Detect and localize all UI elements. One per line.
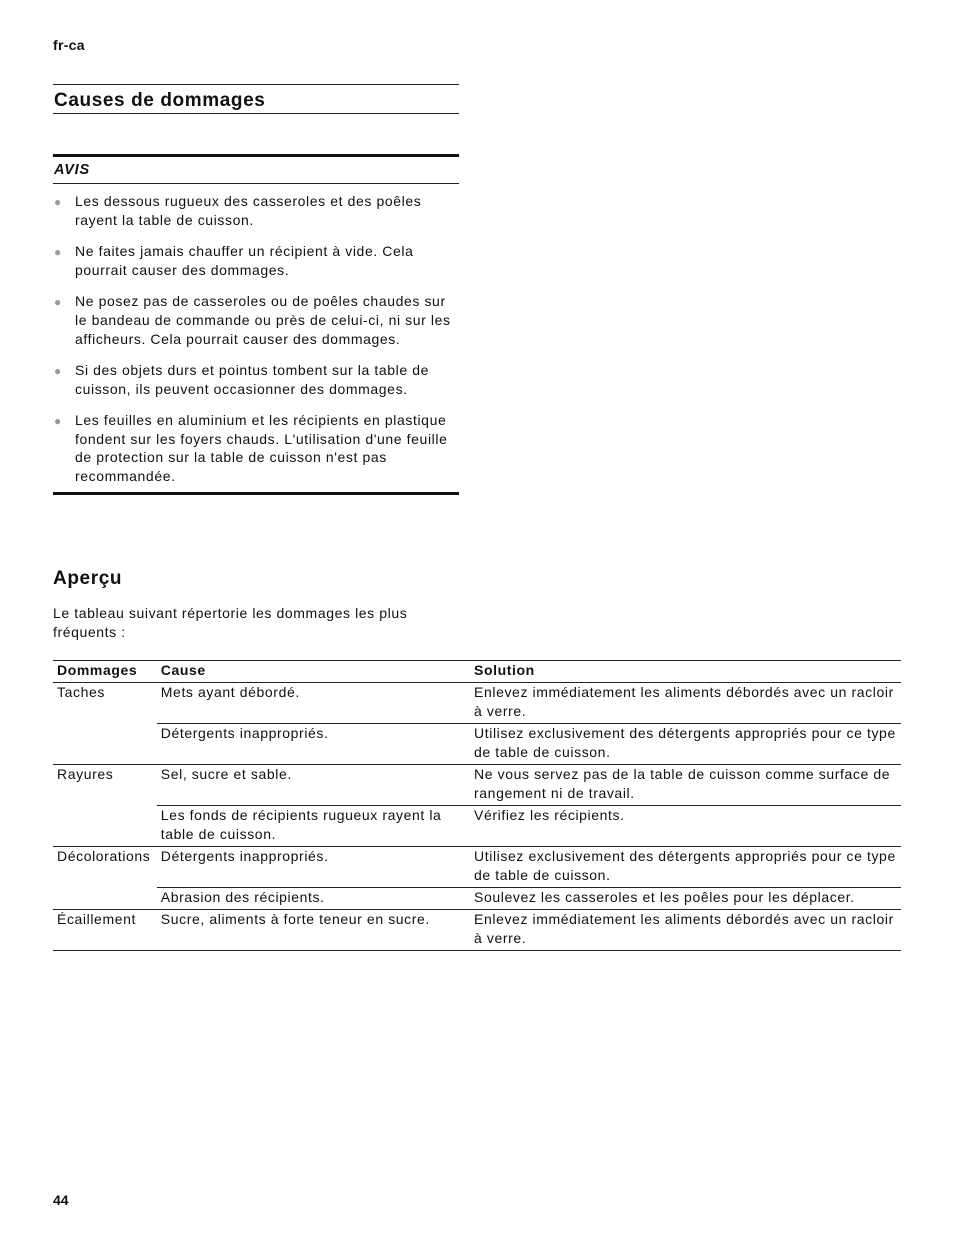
- column-header-solution: Solution: [474, 662, 535, 678]
- list-item: ● Ne faites jamais chauffer un récipient à vide. Cela pourrait causer des dommages.: [54, 242, 414, 278]
- damage-cell: Rayures: [53, 765, 157, 847]
- overview-title: Aperçu: [53, 568, 123, 589]
- bullet-icon: ●: [54, 195, 62, 209]
- damage-cell: Écaillement: [53, 910, 157, 951]
- bullet-icon: ●: [54, 244, 62, 259]
- cause-cell: Mets ayant débordé.: [160, 684, 300, 700]
- damage-cell: Taches: [57, 684, 105, 700]
- bullet-icon: ●: [54, 294, 62, 309]
- solution-cell: Utilisez exclusivement des détergents appropriés pour ce type de table de cuisson.: [470, 724, 901, 765]
- table-row: [53, 683, 901, 724]
- solution-cell: Enlevez immédiatement les aliments débordés avec un racloir à verre.: [470, 910, 901, 951]
- cause-cell: Sel, sucre et sable.: [157, 765, 470, 806]
- bullet-icon: ●: [54, 413, 62, 428]
- notice-title: AVIS: [53, 157, 459, 184]
- cause-cell: Détergents inappropriés.: [157, 724, 470, 765]
- table-header-row: [53, 661, 901, 683]
- damages-table: [53, 660, 901, 951]
- cause-cell: Les fonds de récipients rugueux rayent la table de cuisson.: [157, 806, 470, 847]
- section-causes-de-dommages: [53, 84, 459, 114]
- column-header-dommages: Dommages: [57, 662, 138, 678]
- list-item: ● Ne posez pas de casseroles ou de poêles chaudes sur le bandeau de commande ou près de celui-ci, ni sur les afficheurs. Cela pourrait causer des dommages.: [54, 292, 451, 347]
- solution-cell: Soulevez les casseroles et les poêles pour les déplacer.: [470, 888, 901, 910]
- solution-cell: Vérifiez les récipients.: [470, 806, 901, 847]
- page-number: 44: [53, 1192, 69, 1208]
- table-row: [53, 888, 901, 910]
- bullet-icon: ●: [54, 363, 62, 378]
- cause-cell: Sucre, aliments à forte teneur en sucre.: [157, 910, 470, 951]
- cause-cell: Détergents inappropriés.: [157, 847, 470, 888]
- table-row: [53, 910, 901, 951]
- table-row: [53, 724, 901, 765]
- solution-cell: Ne vous servez pas de la table de cuisson comme surface de rangement ni de travail.: [470, 765, 901, 806]
- list-item: ● Les dessous rugueux des casseroles et des poêles rayent la table de cuisson.: [54, 193, 422, 228]
- overview-intro: Le tableau suivant répertorie les dommages les plus fréquents :: [53, 605, 408, 640]
- damage-cell: Décolorations: [53, 847, 157, 910]
- table-row: [53, 765, 901, 806]
- table-row: [53, 847, 901, 888]
- notice-list: [53, 184, 459, 492]
- cause-cell: Abrasion des récipients.: [157, 888, 470, 910]
- table-row: [53, 806, 901, 847]
- solution-cell: Enlevez immédiatement les aliments débordés avec un racloir à verre.: [474, 684, 894, 719]
- list-item: ● Les feuilles en aluminium et les récipients en plastique fondent sur les foyers chauds. L'utilisation d'une feuille de protection sur la table de cuisson n'est pas recommandée.: [54, 411, 448, 485]
- notice-box: [53, 154, 459, 495]
- column-header-cause: Cause: [160, 662, 206, 678]
- section-title: Causes de dommages: [53, 85, 459, 114]
- list-item: ● Si des objets durs et pointus tombent sur la table de cuisson, ils peuvent occasionner des dommages.: [54, 361, 429, 397]
- solution-cell: Utilisez exclusivement des détergents appropriés pour ce type de table de cuisson.: [470, 847, 901, 888]
- language-code: fr-ca: [53, 37, 85, 53]
